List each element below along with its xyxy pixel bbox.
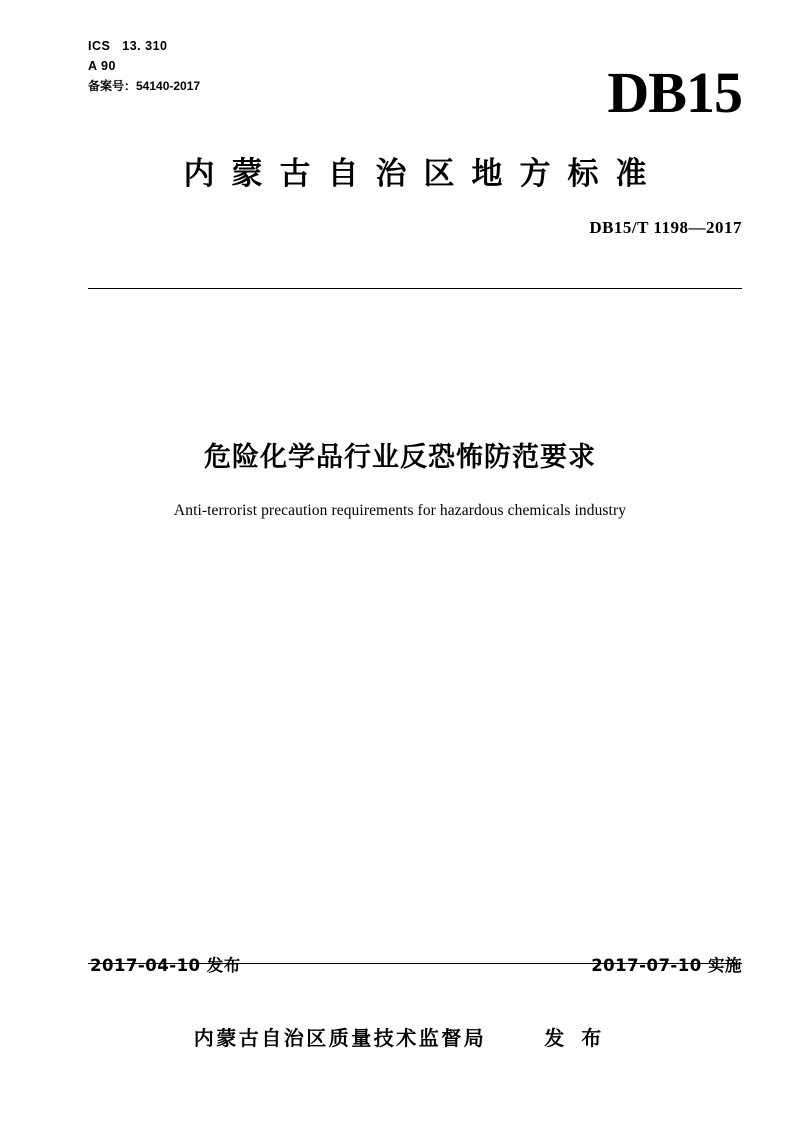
record-number: 备案号：54140-2017	[88, 79, 201, 93]
publisher-organization: 内蒙古自治区质量技术监督局	[193, 1026, 487, 1050]
standard-number: DB15/T 1198—2017	[589, 218, 742, 237]
class-code: A 90	[88, 59, 116, 73]
document-title-chinese: 危险化学品行业反恐怖防范要求	[204, 442, 596, 473]
publisher-action: 发 布	[544, 1026, 607, 1050]
publisher-line	[0, 1022, 800, 1051]
header-divider	[88, 288, 742, 289]
issue-date: 2017-04-10 发布	[90, 956, 241, 975]
document-title-english: Anti-terrorist precaution requirements for hazardous chemicals industry	[173, 502, 627, 519]
ics-code	[88, 36, 200, 56]
ics-value: 13. 310	[122, 39, 168, 53]
province-standard-title: 内蒙古自治区地方标准	[183, 156, 664, 192]
ics-label: ICS	[88, 39, 111, 53]
standard-mark: DB15	[607, 60, 742, 125]
classification-codes	[88, 36, 200, 96]
effective-date: 2017-07-10 实施	[591, 956, 742, 975]
